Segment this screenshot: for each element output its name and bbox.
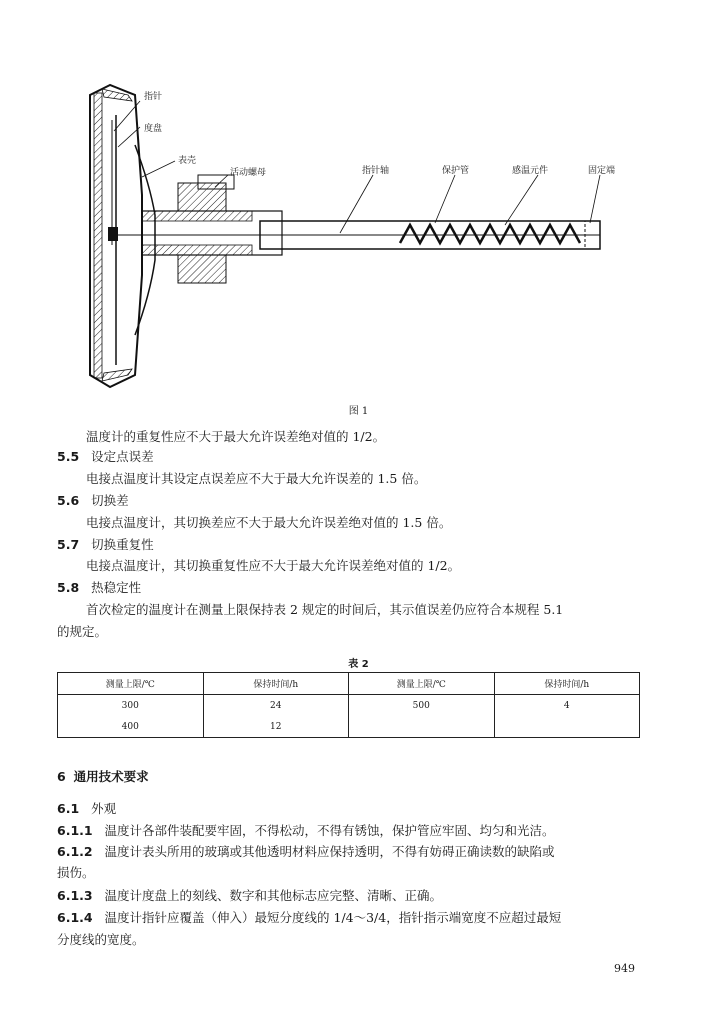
item-6-1-1 — [57, 822, 555, 840]
para-repeatability: 温度计的重复性应不大于最大允许误差绝对值的 1/2。 — [86, 429, 386, 444]
label-nut: 活动螺母 — [230, 168, 267, 178]
section-6-heading — [57, 768, 149, 786]
label-element: 感温元件 — [512, 166, 549, 176]
section-title: 切换重复性 — [91, 537, 154, 552]
item-6-1-4-line1 — [57, 909, 561, 927]
section-5-7-body: 电接点温度计，其切换重复性应不大于最大允许误差绝对值的 1/2。 — [86, 558, 461, 573]
section-5-7-heading — [57, 536, 154, 554]
section-5-8-heading — [57, 579, 141, 597]
section-5-6-body: 电接点温度计，其切换差应不大于最大允许误差绝对值的 1.5 倍。 — [86, 515, 452, 530]
item-6-1-3 — [57, 887, 442, 905]
label-fixed-end: 固定端 — [588, 166, 616, 176]
table-cell: 500 — [349, 695, 495, 717]
section-6-1-heading — [57, 800, 116, 818]
item-text: 温度计表头所用的玻璃或其他透明材料应保持透明，不得有妨碍正确读数的缺陷或 — [104, 844, 555, 859]
table-cell — [494, 716, 640, 738]
table-cell: 24 — [203, 695, 349, 717]
section-title: 切换差 — [91, 493, 129, 508]
item-6-1-2-line2: 损伤。 — [57, 865, 95, 880]
section-title: 热稳定性 — [91, 580, 142, 595]
header-cell: 测量上限/℃ — [58, 673, 204, 695]
section-title: 外观 — [91, 801, 117, 816]
label-case: 表壳 — [178, 156, 197, 166]
table-2-title: 表 2 — [348, 659, 369, 670]
section-5-5-body: 电接点温度计其设定点误差应不大于最大允许误差的 1.5 倍。 — [86, 471, 427, 486]
table-cell: 4 — [494, 695, 640, 717]
table-cell: 12 — [203, 716, 349, 738]
item-6-1-2-line1 — [57, 843, 555, 861]
table-cell — [349, 716, 495, 738]
table-cell: 300 — [58, 695, 204, 717]
section-number: 5.8 — [57, 580, 80, 595]
label-dial: 度盘 — [144, 124, 163, 134]
table-row — [58, 695, 640, 717]
page-number: 949 — [614, 962, 635, 975]
item-number: 6.1.4 — [57, 910, 93, 925]
header-cell: 保持时间/h — [203, 673, 349, 695]
header-cell: 保持时间/h — [494, 673, 640, 695]
table-header-row — [58, 673, 640, 695]
section-5-8-body-line2: 的规定。 — [57, 624, 108, 639]
section-title: 通用技术要求 — [73, 769, 149, 784]
item-text: 温度计各部件装配要牢固，不得松动，不得有锈蚀，保护管应牢固、均匀和光洁。 — [104, 823, 555, 838]
section-number: 5.6 — [57, 493, 80, 508]
table-2 — [57, 672, 640, 738]
section-5-6-heading — [57, 492, 129, 510]
item-6-1-4-line2: 分度线的宽度。 — [57, 932, 145, 947]
figure-caption: 图 1 — [348, 406, 369, 417]
section-title: 设定点误差 — [91, 449, 154, 464]
item-text: 温度计指针应覆盖（伸入）最短分度线的 1/4～3/4，指针指示端宽度不应超过最短 — [104, 910, 562, 925]
item-number: 6.1.2 — [57, 844, 93, 859]
item-number: 6.1.3 — [57, 888, 93, 903]
figure-1-thermometer-diagram — [80, 75, 640, 395]
section-number: 6 — [57, 769, 66, 784]
label-shaft: 指针轴 — [362, 166, 390, 176]
label-tube: 保护管 — [442, 166, 470, 176]
item-number: 6.1.1 — [57, 823, 93, 838]
section-number: 5.5 — [57, 449, 80, 464]
section-5-8-body-line1: 首次检定的温度计在测量上限保持表 2 规定的时间后，其示值误差仍应符合本规程 5.1 — [86, 602, 564, 617]
label-pointer: 指针 — [144, 92, 163, 102]
item-text: 温度计度盘上的刻线、数字和其他标志应完整、清晰、正确。 — [104, 888, 443, 903]
section-number: 6.1 — [57, 801, 80, 816]
table-row — [58, 716, 640, 738]
section-number: 5.7 — [57, 537, 80, 552]
header-cell: 测量上限/℃ — [349, 673, 495, 695]
section-5-5-heading — [57, 448, 154, 466]
table-cell: 400 — [58, 716, 204, 738]
